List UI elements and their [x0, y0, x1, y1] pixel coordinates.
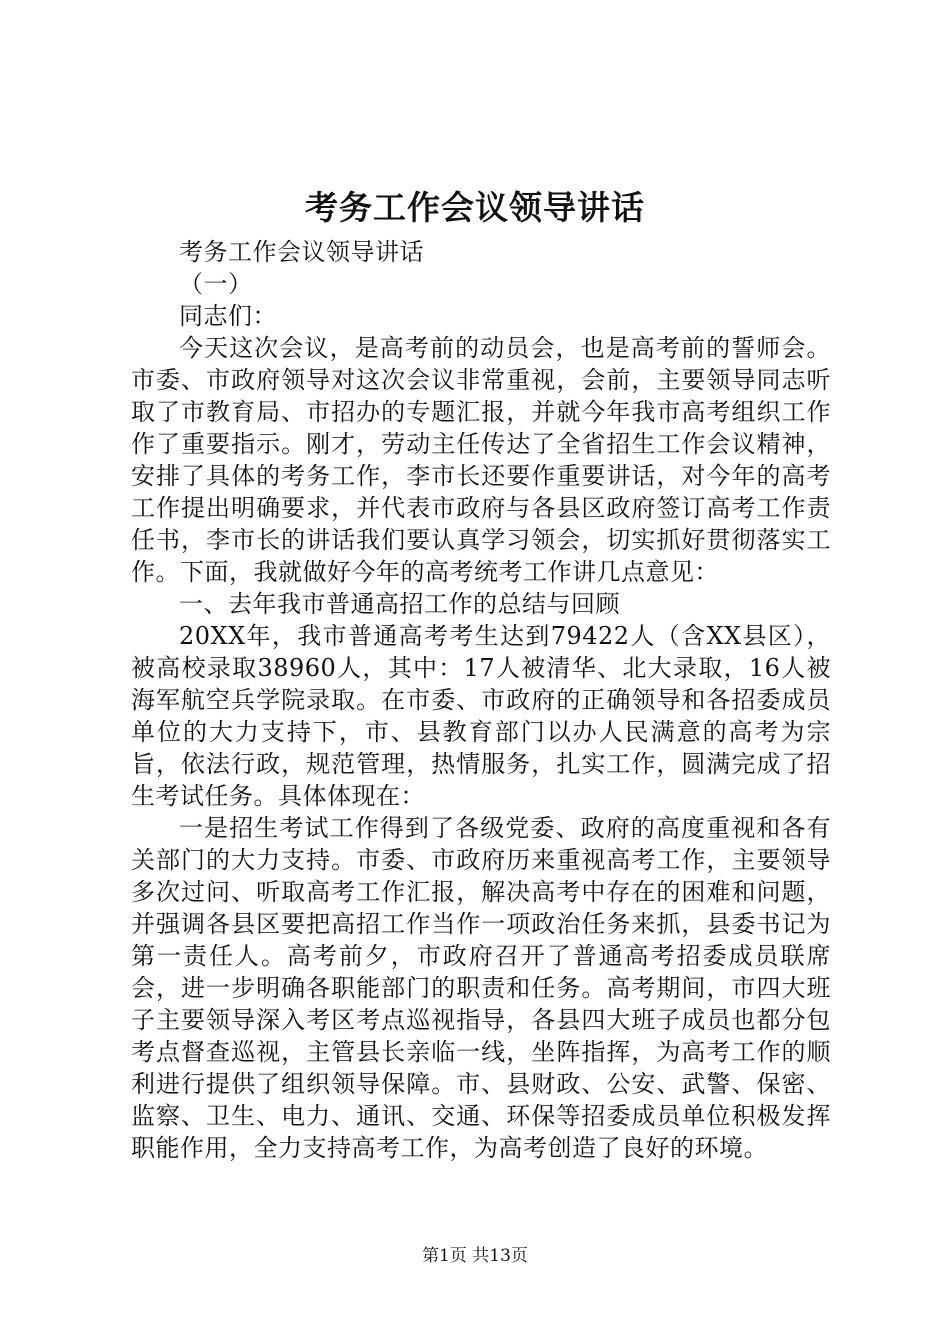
section-heading-paragraph: 一、去年我市普通高招工作的总结与回顾 [179, 590, 620, 618]
page-footer: 第1页 共13页 [422, 1246, 528, 1266]
point-one-paragraph: 一是招生考试工作得到了各级党委、政府的高度重视和各有关部门的大力支持。市委、市政府历来重视高考工作，主要领导多次过问、听取高考工作汇报，解决高考中存在的困难和问题，并强调各县区要把高招工作当作一项政治任务来抓，县委书记为第一责任人。高考前夕，市政府召开了普通高考招委成员联席会，进一步明确各职能部门的职责和任务。高考期间，市四大班子主要领导深入考区考点巡视指导，各县四大班子成员也都分包考点督查巡视，主管县长亲临一线，坐阵指挥，为高考工作的顺利进行提供了组织领导保障。市、县财政、公安、武警、保密、监察、卫生、电力、通讯、交通、环保等招委成员单位积极发挥职能作用，全力支持高考工作，为高考创造了良好的环境。 [131, 814, 831, 1162]
summary-paragraph: 20XX年，我市普通高考考生达到79422人（含XX县区），被高校录取38960人，其中：17人被清华、北大录取，16人被海军航空兵学院录取。在市委、市政府的正确领导和各招委成员单位的大力支持下，市、县教育部门以办人民满意的高考为宗旨，依法行政，规范管理，热情服务，扎实工作，圆满完成了招生考试任务。具体体现在： [131, 622, 831, 810]
document-body [131, 236, 831, 1164]
subtitle-paragraph: 考务工作会议领导讲话 [179, 238, 424, 266]
section-number-paragraph: （一） [179, 270, 253, 298]
opening-paragraph: 今天这次会议，是高考前的动员会，也是高考前的誓师会。市委、市政府领导对这次会议非常重视，会前，主要领导同志听取了市教育局、市招办的专题汇报，并就今年我市高考组织工作作了重要指示。刚才，劳动主任传达了全省招生工作会议精神，安排了具体的考务工作，李市长还要作重要讲话，对今年的高考工作提出明确要求，并代表市政府与各县区政府签订高考工作责任书，李市长的讲话我们要认真学习领会，切实抓好贯彻落实工作。下面，我就做好今年的高考统考工作讲几点意见： [131, 334, 831, 586]
salutation-paragraph: 同志们： [179, 302, 277, 330]
document-title: 考务工作会议领导讲话 [305, 188, 645, 227]
